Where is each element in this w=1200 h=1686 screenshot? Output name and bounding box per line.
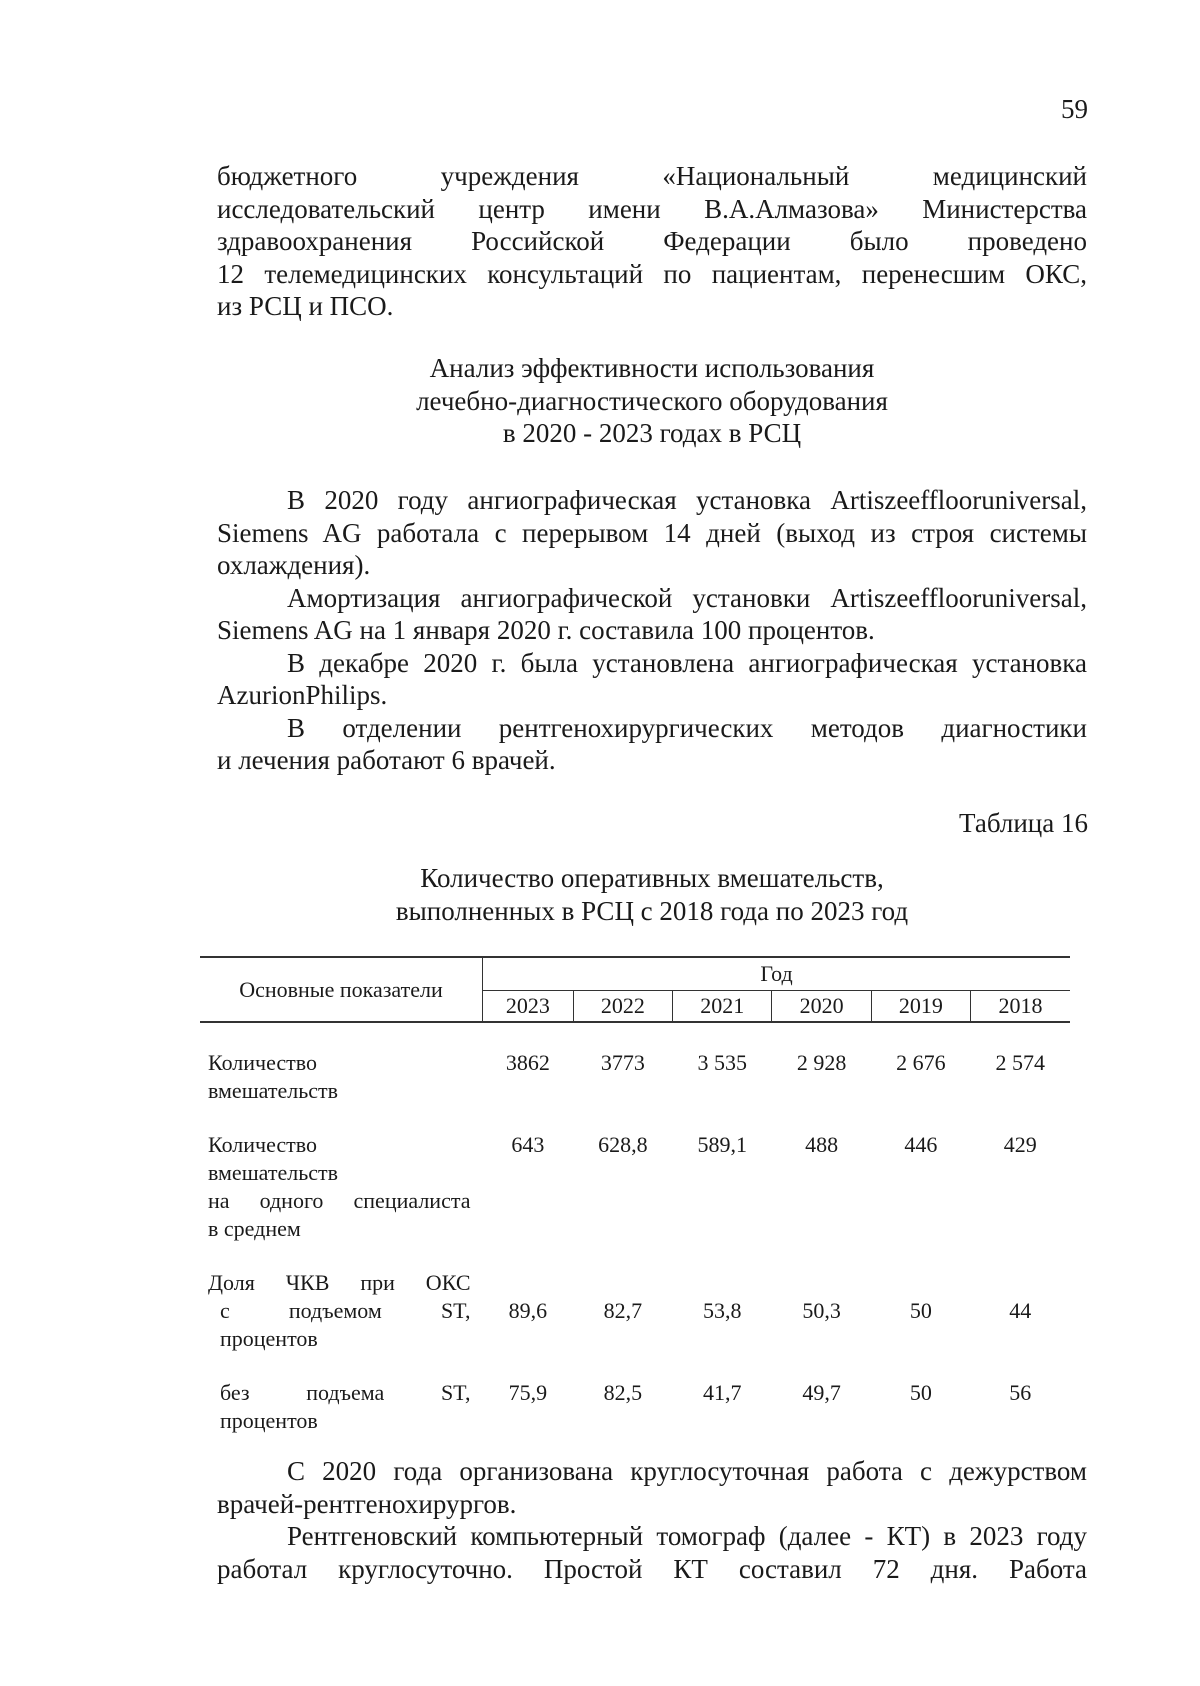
text-line: С 2020 года организована круглосуточная работа с дежурством: [287, 1456, 1087, 1486]
label-line: Количество: [208, 1050, 318, 1075]
section-title-line: лечебно-диагностического оборудования: [416, 385, 888, 416]
label-line: Доля ЧКВ при ОКС: [208, 1270, 471, 1295]
text-line: 12 телемедицинских консультаций по пациентам, перенесшим ОКС,: [217, 258, 1087, 289]
table-title: [217, 862, 1087, 928]
year-header: 2019: [871, 991, 970, 1023]
row-label: [200, 1353, 483, 1435]
text-line: Амортизация ангиографической установки Artiszeefflooruniversal,: [287, 582, 1087, 613]
text-line: В 2020 году ангиографическая установка Artiszeefflooruniversal,: [287, 485, 1087, 515]
text-line: В отделении рентгенохирургических методов диагностики: [287, 712, 1087, 743]
label-line: процентов: [220, 1326, 318, 1351]
cell-value: 44: [1009, 1297, 1032, 1323]
cell-value: 53,8: [702, 1297, 742, 1323]
label-line: в среднем: [208, 1216, 301, 1241]
cell-value: 2 676: [896, 1050, 946, 1075]
closing-paragraphs: [217, 1455, 1087, 1585]
label-line: процентов: [220, 1408, 318, 1433]
header-main: Основные показатели: [200, 957, 483, 1022]
section-title: [217, 352, 1087, 450]
cell-value: 3 535: [697, 1050, 747, 1075]
cell-value: 446: [904, 1132, 938, 1157]
table-row: [200, 1243, 1070, 1353]
year-header: 2020: [772, 991, 871, 1023]
cell-value: 50,3: [802, 1297, 841, 1323]
body-paragraphs: [217, 484, 1087, 777]
text-line: Siemens AG работала с перерывом 14 дней (выход из строя системы: [217, 517, 1087, 548]
text-line: и лечения работают 6 врачей.: [217, 745, 556, 775]
cell-value: 628,8: [598, 1132, 648, 1157]
text-line: AzurionPhilips.: [217, 680, 388, 710]
text-line: врачей-рентгенохирургов.: [217, 1488, 517, 1519]
cell-value: 82,5: [603, 1380, 643, 1405]
intro-paragraph: [217, 160, 1087, 323]
table-label: Таблица 16: [959, 808, 1088, 838]
cell-value: 82,7: [603, 1297, 643, 1323]
data-table: [200, 956, 1070, 1435]
text-line: В декабре 2020 г. была установлена ангиографическая установка: [287, 647, 1087, 678]
label-line: без подъема ST,: [220, 1380, 471, 1405]
label-line: на одного специалиста: [208, 1188, 471, 1213]
cell-value: 56: [1009, 1380, 1032, 1405]
text-line: работал круглосуточно. Простой КТ составил 72 дня. Работа: [217, 1553, 1087, 1584]
year-header: 2021: [673, 991, 772, 1023]
text-line: бюджетного учреждения «Национальный медицинский: [217, 161, 1087, 191]
table-title-line: выполненных в РСЦ с 2018 года по 2023 год: [395, 896, 909, 926]
text-line: из РСЦ и ПСО.: [217, 291, 394, 321]
year-header: 2018: [971, 991, 1070, 1023]
row-label: [200, 1105, 483, 1243]
cell-value: 3773: [600, 1050, 645, 1075]
cell-value: 75,9: [508, 1380, 548, 1405]
cell-value: 89,6: [508, 1297, 548, 1323]
cell-value: 50: [909, 1297, 932, 1323]
cell-value: 2 574: [995, 1050, 1046, 1075]
label-line: Количество: [208, 1132, 318, 1157]
row-label: [200, 1243, 483, 1353]
row-label: [200, 1022, 483, 1105]
cell-value: 49,7: [802, 1380, 841, 1405]
table-row: [200, 1353, 1070, 1435]
text-line: охлаждения).: [217, 550, 371, 580]
section-title-line: в 2020 - 2023 годах в РСЦ: [502, 418, 802, 448]
text-line: Рентгеновский компьютерный томограф (далее - КТ) в 2023 году: [287, 1521, 1087, 1551]
cell-value: 2 928: [796, 1050, 847, 1075]
cell-value: 488: [805, 1132, 839, 1157]
text-line: Siemens AG на 1 января 2020 г. составила 100 процентов.: [217, 615, 875, 645]
cell-value: 589,1: [697, 1132, 747, 1157]
section-title-line: Анализ эффективности использования: [429, 353, 875, 383]
year-header: 2023: [483, 991, 574, 1023]
table-row: [200, 1105, 1070, 1243]
header-year: Год: [483, 957, 1071, 991]
text-line: исследовательский центр имени В.А.Алмазова» Министерства: [217, 193, 1087, 224]
cell-value: 50: [909, 1380, 932, 1405]
page-number: 59: [1061, 94, 1088, 124]
cell-value: 3862: [505, 1050, 550, 1075]
label-line: вмешательств: [208, 1160, 338, 1185]
table-row: [200, 1022, 1070, 1105]
cell-value: 41,7: [702, 1380, 742, 1405]
year-header: 2022: [573, 991, 672, 1023]
table-title-line: Количество оперативных вмешательств,: [420, 863, 884, 893]
cell-value: 643: [511, 1132, 545, 1157]
text-line: здравоохранения Российской Федерации было проведено: [217, 226, 1087, 256]
label-line: вмешательств: [208, 1078, 338, 1103]
cell-value: 429: [1003, 1132, 1037, 1157]
label-line: с подъемом ST,: [220, 1298, 471, 1323]
